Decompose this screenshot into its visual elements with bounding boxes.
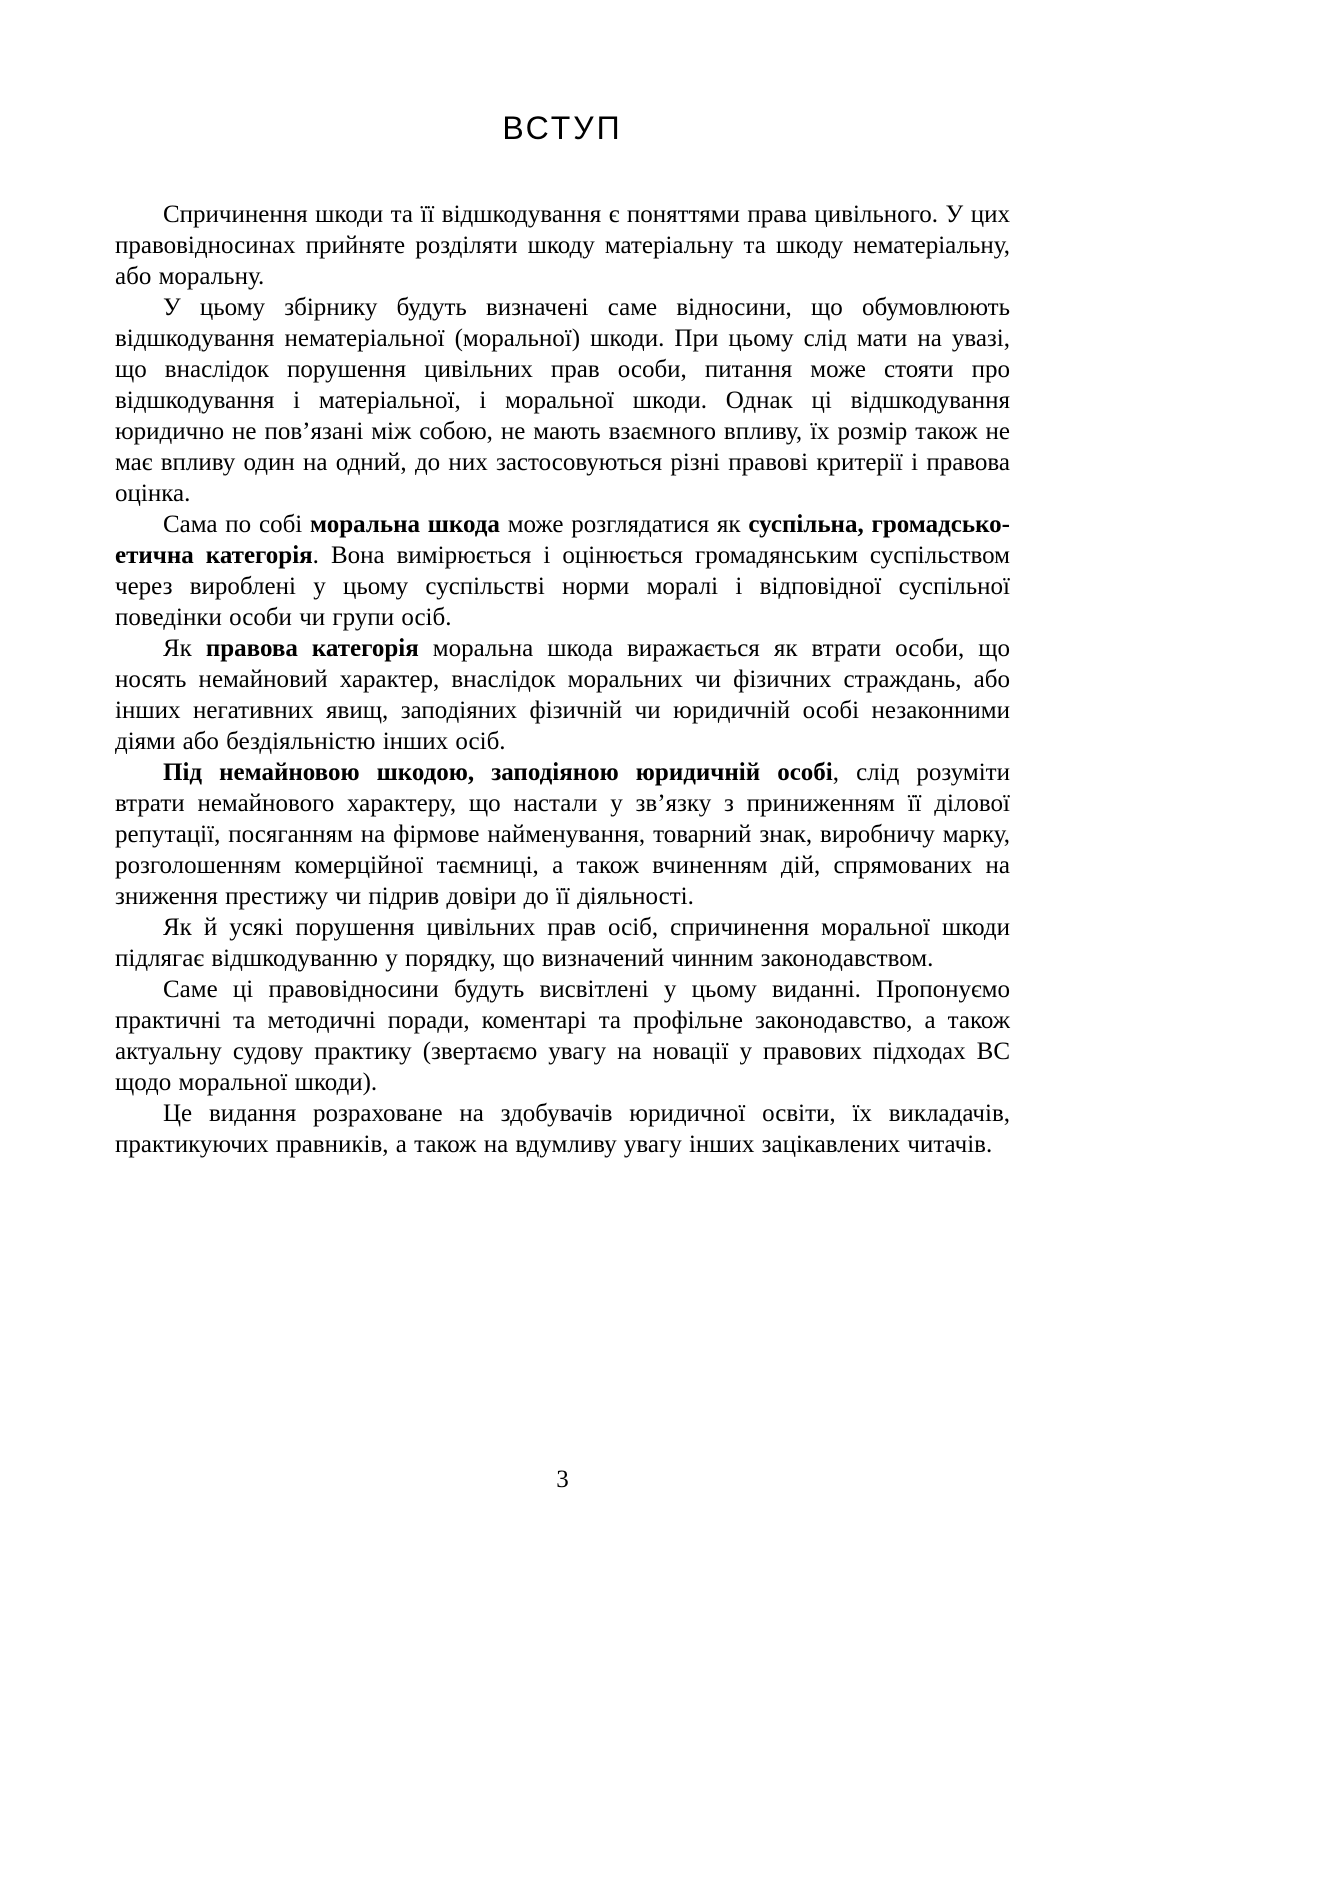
text-run: правова категорія — [205, 635, 419, 662]
paragraph — [115, 292, 1010, 509]
text-run: , слід розуміти втрати немайнового характеру, що настали у зв’язку з приниженням її ділової репутації, посяганням на фірмове найменування, товарний знак, виробничу марку, розголошенням комерційної таємниці, а також вчиненням дій, спрямованих на зниження престижу чи підрив довіри до її діяльності. — [115, 759, 1010, 910]
paragraph — [115, 633, 1010, 757]
text-block — [115, 110, 1010, 1160]
text-run: може розглядатися як — [499, 511, 749, 538]
text-run: Це видання розраховане на здобувачів юридичної освіти, їх викладачів, практикуючих правників, а також на вдумливу увагу інших зацікавлених читачів. — [115, 1100, 1010, 1158]
page-number: 3 — [556, 1466, 569, 1493]
paragraph — [115, 912, 1010, 974]
text-run: суспільна, громадсько-етична категорія — [115, 511, 1010, 569]
text-run: Як й усякі порушення цивільних прав осіб, спричинення моральної шкоди підлягає відшкодуванню у порядку, що визначений чинним законодавством. — [115, 914, 1010, 972]
text-run: У цьому збірнику будуть визначені саме відносини, що обумовлюють відшкодування нематеріальної (моральної) шкоди. При цьому слід мати на увазі, що внаслідок порушення цивільних прав особи, питання може стояти про відшкодування і матеріальної, і моральної шкоди. Однак ці відшкодування юридично не пов’язані між собою, не мають взаємного впливу, їх розмір також не має впливу один на одний, до них застосовуються різні правові критерії і правова оцінка. — [115, 294, 1010, 507]
page-title: ВСТУП — [502, 110, 623, 146]
text-run: моральна шкода — [310, 511, 500, 538]
paragraph — [115, 974, 1010, 1098]
paragraph — [115, 757, 1010, 912]
text-run: Сама по собі — [163, 511, 311, 538]
text-run: Спричинення шкоди та її відшкодування є поняттями права цивільного. У цих правовідносинах прийняте розділяти шкоду матеріальну та шкоду нематеріальну, або моральну. — [115, 201, 1010, 290]
text-run: . Вона вимірюється і оцінюється громадянським суспільством через вироблені у цьому суспільстві норми моралі і відповідної суспільної поведінки особи чи групи осіб. — [115, 542, 1010, 631]
text-run: Саме ці правовідносини будуть висвітлені у цьому виданні. Пропонуємо практичні та методичні поради, коментарі та профільне законодавство, а також актуальну судову практику (звертаємо увагу на новації у правових підходах ВС щодо моральної шкоди). — [115, 976, 1010, 1096]
text-run: моральна шкода виражається як втрати особи, що носять немайновий характер, внаслідок моральних чи фізичних страждань, або інших негативних явищ, заподіяних фізичній чи юридичній особі незаконними діями або бездіяльністю інших осіб. — [115, 635, 1010, 755]
text-run: Під немайновою шкодою, заподіяною юридичній особі — [163, 759, 833, 786]
paragraph — [115, 199, 1010, 292]
text-run: Як — [163, 635, 206, 662]
paragraph — [115, 509, 1010, 633]
paragraphs — [115, 199, 1010, 1160]
paragraph — [115, 1098, 1010, 1160]
